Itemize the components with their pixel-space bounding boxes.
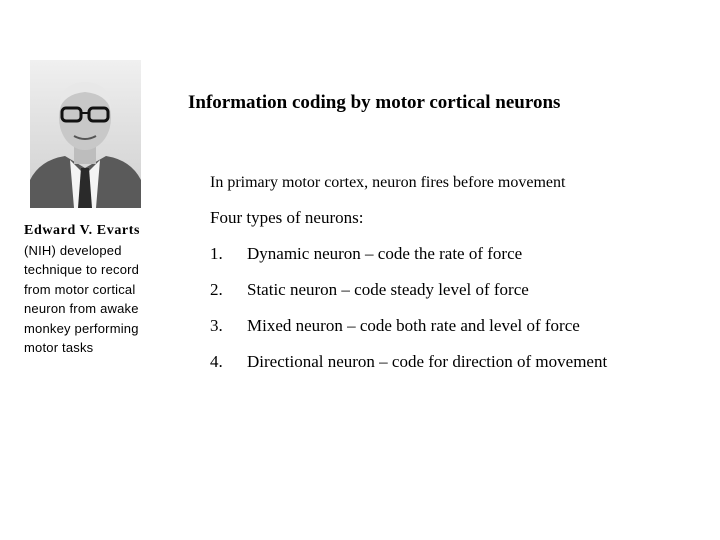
caption-name: Edward V. Evarts — [24, 223, 141, 238]
caption-line: motor tasks — [24, 340, 94, 355]
portrait-illustration — [30, 60, 141, 208]
list-text: Directional neuron – code for direction of movement — [247, 352, 608, 371]
list-text: Dynamic neuron – code the rate of force — [247, 244, 523, 263]
caption-line: monkey performing — [24, 320, 139, 336]
caption-line: from motor cortical — [24, 281, 136, 297]
photo-caption — [24, 221, 159, 358]
slide-subtitle: In primary motor cortex, neuron fires before movement — [210, 174, 566, 191]
list-number: 2. — [210, 280, 223, 299]
slide-title: Information coding by motor cortical neurons — [188, 92, 561, 113]
list-text: Static neuron – code steady level of force — [247, 280, 529, 299]
list-number: 1. — [210, 244, 223, 263]
caption-line: neuron from awake — [24, 301, 139, 316]
list-text: Mixed neuron – code both rate and level of force — [247, 316, 580, 335]
portrait-photo — [30, 60, 141, 208]
caption-line: technique to record — [24, 262, 140, 277]
list-number: 3. — [210, 316, 223, 335]
list-number: 4. — [210, 352, 223, 371]
neuron-types-heading: Four types of neurons: — [210, 208, 364, 227]
caption-line: (NIH) developed — [24, 242, 122, 258]
